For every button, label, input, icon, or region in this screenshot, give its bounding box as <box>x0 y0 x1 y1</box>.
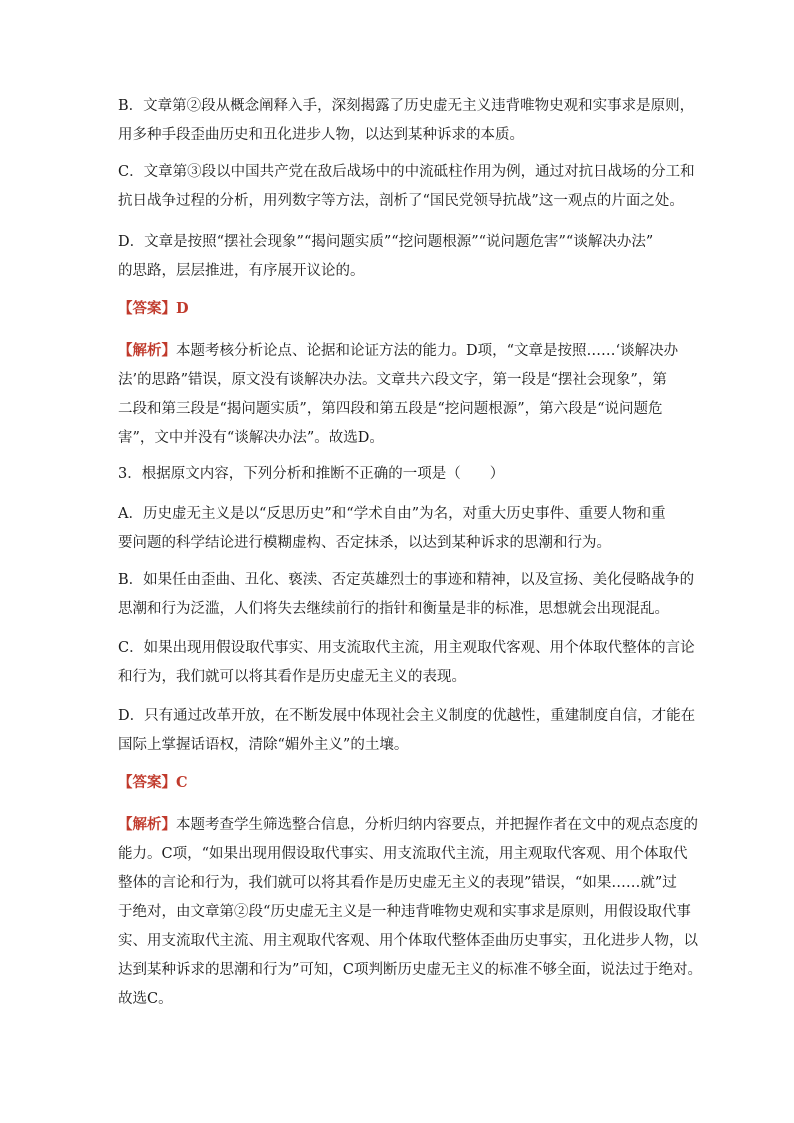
analysis-label: 【解析】 <box>118 816 176 833</box>
q3-answer <box>118 768 678 798</box>
q2-option-d: D．文章是按照“摆社会现象”“揭问题实质”“挖问题根源”“说问题危害”“谈解决办法” 的思路，层层推进，有序展开议论的。 <box>118 234 654 279</box>
q3-option-b: B．如果任由歪曲、丑化、亵渎、否定英雄烈士的事迹和精神，以及宣扬、美化侵略战争的 思潮和行为泛滥，人们将失去继续前行的指针和衡量是非的标准，思想就会出现混乱。 <box>118 572 695 617</box>
answer-label: 【答案】 <box>118 774 176 791</box>
answer-label: 【答案】 <box>118 300 176 317</box>
analysis-label: 【解析】 <box>118 342 176 359</box>
q2-option-c: C．文章第③段以中国共产党在敌后战场中的中流砥柱作用为例，通过对抗日战场的分工和 抗日战争过程的分析，用列数字等方法，剖析了“国民党领导抗战”这一观点的片面之处。 <box>118 164 695 209</box>
q3-stem: 3．根据原文内容，下列分析和推断不正确的一项是（ ） <box>118 466 505 482</box>
q3-option-a: A．历史虚无主义是以“反思历史”和“学术自由”为名，对重大历史事件、重要人物和重 要问题的科学结论进行模糊虚构、否定抹杀，以达到某种诉求的思潮和行为。 <box>118 506 666 551</box>
answer-value: D <box>176 300 189 317</box>
q3-option-d: D．只有通过改革开放，在不断发展中体现社会主义制度的优越性，重建制度自信，才能在 国际上掌握话语权，清除“媚外主义”的土壤。 <box>118 708 696 753</box>
q3-option-c: C．如果出现用假设取代事实、用支流取代主流，用主观取代客观、用个体取代整体的言论 和行为，我们就可以将其看作是历史虚无主义的表现。 <box>118 640 695 685</box>
q2-option-b: B．文章第②段从概念阐释入手，深刻揭露了历史虚无主义违背唯物史观和实事求是原则， 用多种手段歪曲历史和丑化进步人物，以达到某种诉求的本质。 <box>118 98 695 143</box>
q2-answer <box>118 294 678 324</box>
q3-analysis: 【解析】本题考查学生筛选整合信息，分析归纳内容要点，并把握作者在文中的观点态度的 能力。C项，“如果出现用假设取代事实、用支流取代主流，用主观取代客观、用个体取代 整体的言论和行为，我们就可以将其看作是历史虚无主义的表现”错误，“如果……就”过 于绝对，由文章第②段“历史虚无主义是一种违背唯物史观和实事求是原则，用假设取代事 实、用支流取代主流、用主观取代客观、用个体取代整体歪曲历史事实，丑化进步人物，以 达到某种诉求的思潮和行为”可知，C项判断历史虚无主义的标准不够全面，说法过于绝对。 故选C。 <box>118 816 703 1007</box>
answer-value: C <box>176 774 188 791</box>
q2-analysis: 【解析】本题考核分析论点、论据和论证方法的能力。D项，“文章是按照……‘谈解决办 法’的思路”错误，原文没有谈解决办法。文章共六段文字，第一段是“摆社会现象”，第 二段和第三段是“揭问题实质”，第四段和第五段是“挖问题根源”，第六段是“说问题危 害”，文中并没有“谈解决办法”。故选D。 <box>118 342 679 446</box>
